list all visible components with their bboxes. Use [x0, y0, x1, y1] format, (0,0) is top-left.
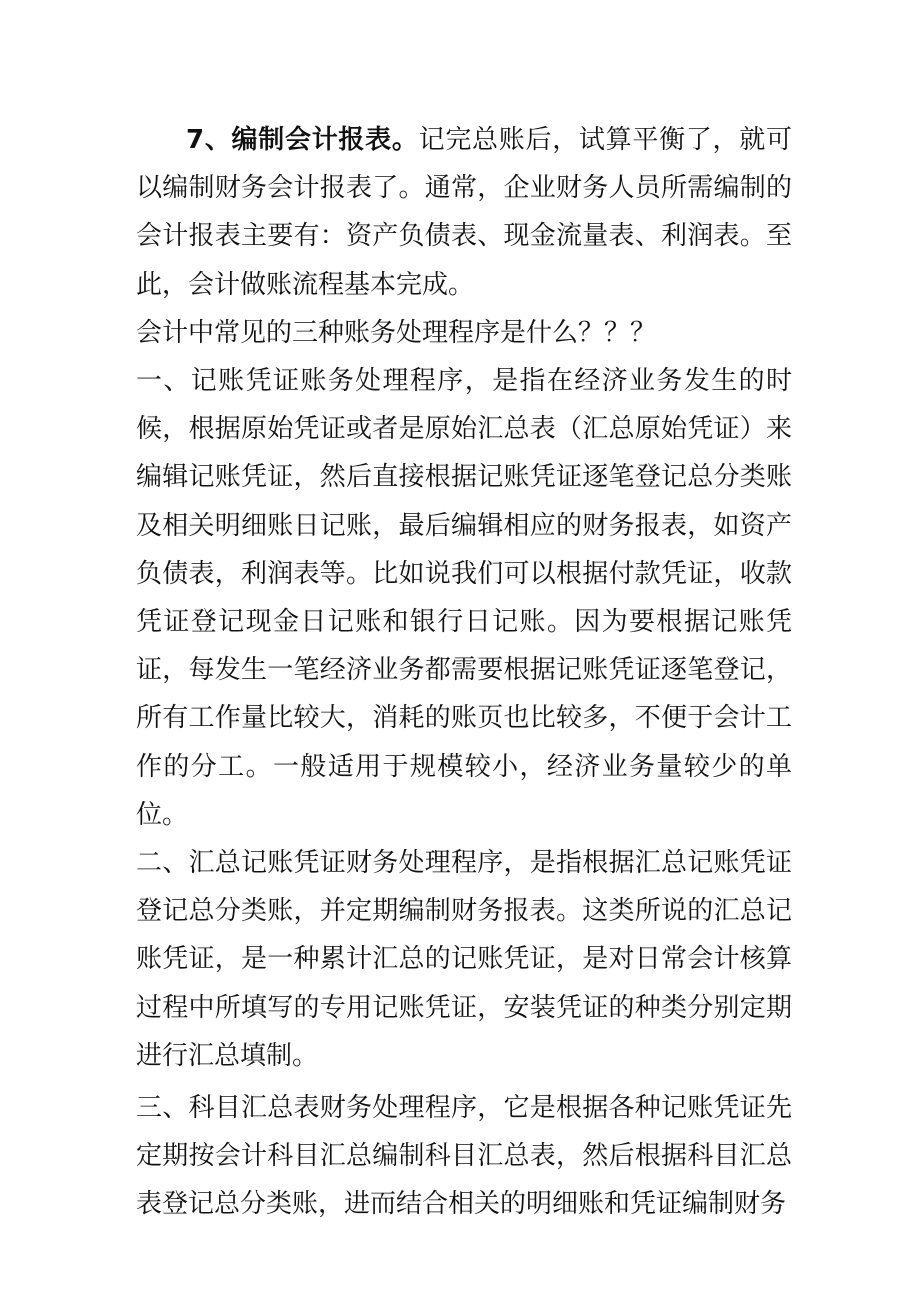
section-7-heading: 7、编制会计报表。 [186, 125, 419, 155]
method-2-paragraph: 二、汇总记账凭证财务处理程序，是指根据汇总记账凭证登记总分类账，并定期编制财务报表。这类所说的汇总记账凭证，是一种累计汇总的记账凭证，是对日常会计核算过程中所填写的专用记账凭证，安装凭证的种类分别定期进行汇总填制。 [136, 848, 792, 1071]
method-3-paragraph: 三、科目汇总表财务处理程序，它是根据各种记账凭证先定期按会计科目汇总编制科目汇总表，然后根据科目汇总表登记总分类账，进而结合相关的明细账和凭证编制财务 [136, 1093, 792, 1220]
document-page [136, 116, 792, 1229]
section-7-paragraph [136, 116, 792, 309]
section-7-body: 记完总账后，试算平衡了，就可以编制财务会计报表了。通常，企业财务人员所需编制的会计报表主要有：资产负债表、现金流量表、利润表。至此，会计做账流程基本完成。 [136, 125, 792, 300]
method-1-paragraph: 一、记账凭证账务处理程序，是指在经济业务发生的时候，根据原始凭证或者是原始汇总表（汇总原始凭证）来编辑记账凭证，然后直接根据记账凭证逐笔登记总分类账及相关明细账日记账，最后编辑相应的财务报表，如资产负债表，利润表等。比如说我们可以根据付款凭证，收款凭证登记现金日记账和银行日记账。因为要根据记账凭证，每发生一笔经济业务都需要根据记账凭证逐笔登记，所有工作量比较大，消耗的账页也比较多，不便于会计工作的分工。一般适用于规模较小，经济业务量较少的单位。 [136, 366, 792, 830]
question-line: 会计中常见的三种账务处理程序是什么？？？ [136, 317, 657, 348]
